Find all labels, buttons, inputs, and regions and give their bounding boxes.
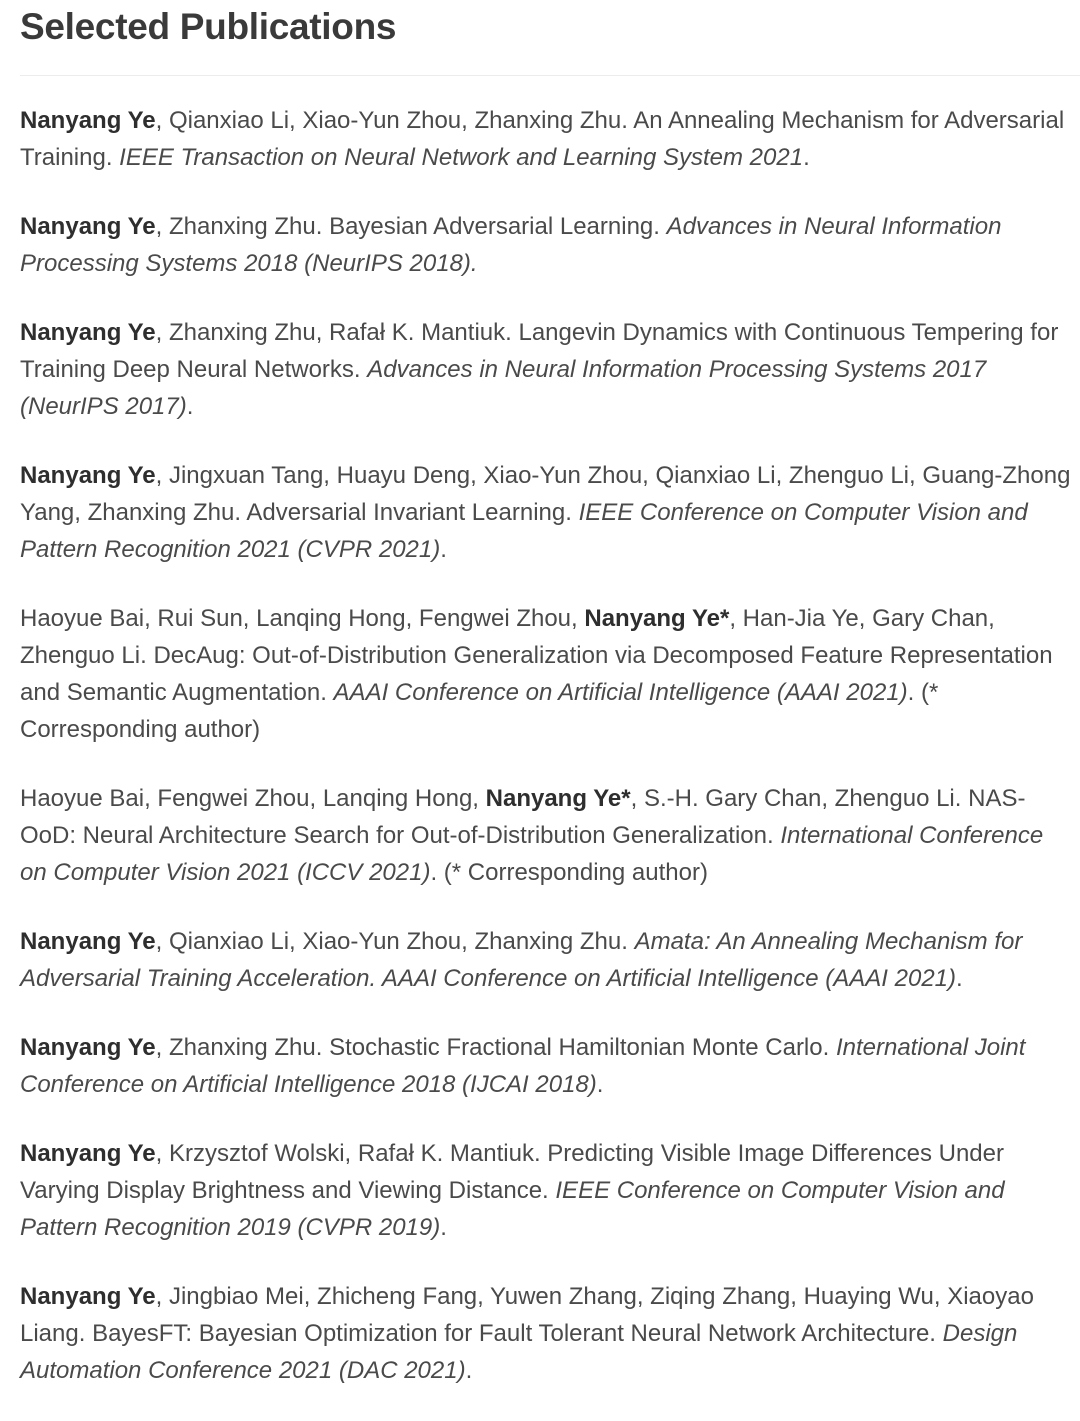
pub-venue: Design Automation Conference 2021 (DAC 2021): [20, 1320, 1018, 1384]
pub-venue: IEEE Transaction on Neural Network and Learning System 2021: [119, 144, 804, 171]
pub-authors: , Zhanxing Zhu, Rafał K. Mantiuk.: [155, 319, 519, 346]
pub-suffix: .: [440, 536, 447, 563]
publication-item: [20, 780, 1072, 891]
publication-item: [20, 102, 1072, 176]
pub-pre-authors: Haoyue Bai, Rui Sun, Lanqing Hong, Fengwei Zhou,: [20, 605, 585, 632]
pub-pre-authors: Haoyue Bai, Fengwei Zhou, Lanqing Hong,: [20, 785, 486, 812]
pub-venue: IEEE Conference on Computer Vision and Pattern Recognition 2019 (CVPR 2019): [20, 1177, 1005, 1241]
pub-suffix: .: [440, 1214, 447, 1241]
pub-suffix: .: [956, 965, 963, 992]
pub-highlight-author: Nanyang Ye*: [584, 605, 730, 632]
pub-highlight-author: Nanyang Ye: [20, 462, 156, 489]
pub-highlight-author: Nanyang Ye: [20, 107, 156, 134]
pub-highlight-author: Nanyang Ye: [20, 1034, 156, 1061]
pub-suffix: . (* Corresponding author): [430, 859, 708, 886]
publication-item: [20, 923, 1072, 997]
publication-item: [20, 314, 1072, 425]
pub-highlight-author: Nanyang Ye: [20, 1140, 156, 1167]
pub-authors: , Han-Jia Ye, Gary Chan, Zhenguo Li.: [20, 605, 995, 669]
pub-title: Predicting Visible Image Differences Under Varying Display Brightness and Viewing Distance.: [20, 1140, 1004, 1204]
pub-venue: International Joint Conference on Artificial Intelligence 2018 (IJCAI 2018): [20, 1034, 1026, 1098]
publication-item: [20, 1029, 1072, 1103]
pub-venue: AAAI Conference on Artificial Intelligence (AAAI 2021): [333, 679, 908, 706]
pub-title: BayesFT: Bayesian Optimization for Fault Tolerant Neural Network Architecture.: [92, 1320, 943, 1347]
pub-venue: Amata: An Annealing Mechanism for Adversarial Training Acceleration. AAAI Conference on Artificial Intelligence (AAAI 2021): [20, 928, 1023, 992]
pub-highlight-author: Nanyang Ye*: [485, 785, 631, 812]
pub-title: Langevin Dynamics with Continuous Tempering for Training Deep Neural Networks.: [20, 319, 1059, 383]
publication-item: [20, 1278, 1072, 1389]
pub-authors: , S.-H. Gary Chan, Zhenguo Li.: [630, 785, 969, 812]
publication-item: [20, 1135, 1072, 1246]
pub-highlight-author: Nanyang Ye: [20, 928, 156, 955]
pub-authors: , Krzysztof Wolski, Rafał K. Mantiuk.: [155, 1140, 548, 1167]
pub-suffix: .: [596, 1071, 604, 1098]
pub-title: Adversarial Invariant Learning.: [246, 499, 579, 526]
pub-authors: , Qianxiao Li, Xiao-Yun Zhou, Zhanxing Zhu.: [155, 107, 634, 134]
publication-item: [20, 600, 1072, 748]
pub-venue: International Conference on Computer Vision 2021 (ICCV 2021): [20, 822, 1044, 886]
pub-title: Stochastic Fractional Hamiltonian Monte Carlo.: [329, 1034, 836, 1061]
pub-venue: Advances in Neural Information Processing Systems 2017 (NeurIPS 2017): [20, 356, 987, 420]
pub-suffix: .: [465, 1357, 473, 1384]
pub-suffix: .: [803, 144, 810, 171]
pub-authors: , Qianxiao Li, Xiao-Yun Zhou, Zhanxing Zhu.: [155, 928, 635, 955]
pub-suffix: . (* Corresponding author): [20, 679, 939, 743]
pub-highlight-author: Nanyang Ye: [20, 1283, 156, 1310]
publication-item: [20, 457, 1072, 568]
pub-highlight-author: Nanyang Ye: [20, 213, 156, 240]
publication-item: [20, 208, 1072, 282]
pub-authors: , Zhanxing Zhu.: [155, 213, 330, 240]
pub-authors: , Jingbiao Mei, Zhicheng Fang, Yuwen Zhang, Ziqing Zhang, Huaying Wu, Xiaoyao Liang.: [20, 1283, 1034, 1347]
pub-authors: , Zhanxing Zhu.: [155, 1034, 330, 1061]
pub-venue: Advances in Neural Information Processing Systems 2018 (NeurIPS 2018).: [20, 213, 1002, 277]
publication-list: [20, 102, 1072, 1421]
pub-authors: , Jingxuan Tang, Huayu Deng, Xiao-Yun Zhou, Qianxiao Li, Zhenguo Li, Guang-Zhong Yang, Zhanxing Zhu.: [20, 462, 1071, 526]
section-divider: [20, 75, 1080, 76]
pub-title: Bayesian Adversarial Learning.: [329, 213, 667, 240]
pub-highlight-author: Nanyang Ye: [20, 319, 156, 346]
pub-title: An Annealing Mechanism for Adversarial Training.: [20, 107, 1065, 171]
pub-venue: IEEE Conference on Computer Vision and Pattern Recognition 2021 (CVPR 2021): [20, 499, 1028, 563]
pub-title: DecAug: Out-of-Distribution Generalization via Decomposed Feature Representation and Semantic Augmentation.: [20, 642, 1053, 706]
section-title: Selected Publications: [20, 6, 397, 47]
pub-suffix: .: [186, 393, 194, 420]
pub-title: NAS-OoD: Neural Architecture Search for Out-of-Distribution Generalization.: [20, 785, 1026, 849]
